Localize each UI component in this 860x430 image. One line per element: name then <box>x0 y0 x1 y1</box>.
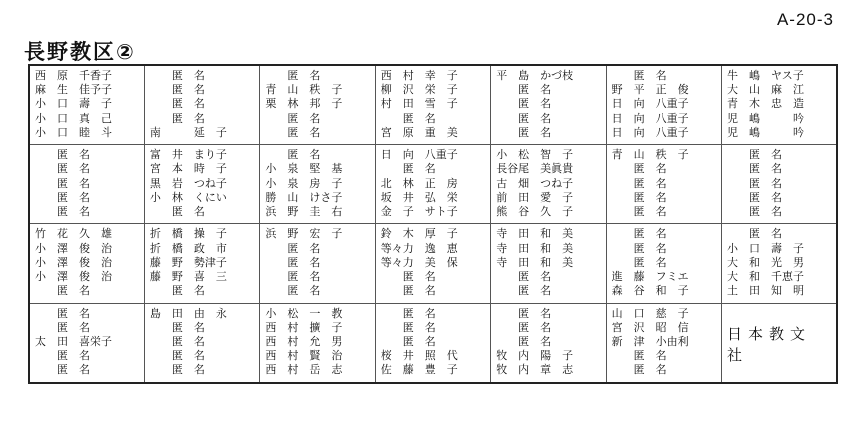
name-entry: 匿 名 <box>265 255 321 269</box>
name-entry: 小 澤 俊 治 <box>35 241 112 255</box>
name-entry: 長谷尾 美眞貴 <box>496 162 574 176</box>
name-entry: 匿 名 <box>35 284 90 298</box>
name-entry: 小 泉 堅 基 <box>265 162 343 176</box>
name-entry: 新 津 小由利 <box>611 335 689 349</box>
name-entry: 匿 名 <box>496 284 552 298</box>
name-cell <box>260 224 375 303</box>
name-entry: 進 藤 フミエ <box>611 270 689 284</box>
name-entry: 西 村 岳 志 <box>265 363 343 377</box>
grid-row <box>29 224 837 303</box>
name-entry: 匿 名 <box>496 83 552 97</box>
name-entry: 日 向 八重子 <box>611 125 689 139</box>
name-entry: 島 田 由 永 <box>149 306 227 320</box>
name-entry: 小 松 一 教 <box>265 306 343 320</box>
name-entry: 折 橋 政 市 <box>149 241 227 255</box>
name-entry: 古 畑 つね子 <box>496 176 574 190</box>
name-entry: 匿 名 <box>149 284 205 298</box>
name-entry: 匿 名 <box>496 306 552 320</box>
name-entry: 小 澤 俊 治 <box>35 255 112 269</box>
name-entry: 西 村 擴 子 <box>265 320 343 334</box>
name-entry: 麻 生 佳予子 <box>35 83 112 97</box>
name-entry: 匿 名 <box>727 227 783 241</box>
name-entry: 匿 名 <box>611 162 667 176</box>
name-entry: 竹 花 久 雄 <box>35 227 112 241</box>
name-entry: 寺 田 和 美 <box>496 227 574 241</box>
name-cell <box>144 145 259 224</box>
name-entry: 鈴 木 厚 子 <box>380 227 458 241</box>
name-entry: 小 松 智 子 <box>496 148 574 162</box>
name-cell <box>606 145 721 224</box>
name-cell <box>260 303 375 383</box>
name-entry: 児 嶋 吟 <box>727 125 805 139</box>
name-entry: 大 山 麻 江 <box>727 83 805 97</box>
name-cell <box>722 65 837 145</box>
name-entry: 匿 名 <box>496 335 552 349</box>
name-cell <box>722 224 837 303</box>
name-cell <box>144 303 259 383</box>
name-entry: 藤 野 喜 三 <box>149 270 227 284</box>
name-cell <box>722 145 837 224</box>
name-entry: 匿 名 <box>727 190 783 204</box>
name-cell <box>491 65 606 145</box>
name-entry: 土 田 知 明 <box>727 284 805 298</box>
name-cell <box>606 303 721 383</box>
name-entry: 匿 名 <box>265 69 321 82</box>
name-entry: 野 平 正 俊 <box>611 83 689 97</box>
name-entry: 黒 岩 つね子 <box>149 176 227 190</box>
name-entry: 匿 名 <box>149 363 205 377</box>
name-entry: 浜 野 宏 子 <box>265 227 343 241</box>
name-entry: 匿 名 <box>380 270 436 284</box>
name-entry: 匿 名 <box>727 176 783 190</box>
name-entry: 匿 名 <box>611 241 667 255</box>
name-entry: 匿 名 <box>149 349 205 363</box>
name-entry: 匿 名 <box>35 148 90 162</box>
name-entry: 匿 名 <box>265 284 321 298</box>
name-entry: 桜 井 照 代 <box>380 349 458 363</box>
name-entry: 児 嶋 吟 <box>727 111 805 125</box>
name-entry: 匿 名 <box>35 190 90 204</box>
name-entry: 匿 名 <box>380 306 436 320</box>
name-entry: 匿 名 <box>149 205 205 218</box>
name-entry: 匿 名 <box>149 320 205 334</box>
name-entry: 匿 名 <box>265 111 321 125</box>
name-entry: 匿 名 <box>380 335 436 349</box>
name-entry: 匿 名 <box>380 320 436 334</box>
name-entry: 西 村 允 男 <box>265 335 343 349</box>
name-entry: 匿 名 <box>727 148 783 162</box>
name-entry: 匿 名 <box>35 320 90 334</box>
name-entry: 平 島 かづ枝 <box>496 69 574 82</box>
name-entry: 宮 沢 昭 信 <box>611 320 689 334</box>
name-entry: 寺 田 和 美 <box>496 255 574 269</box>
name-cell <box>375 65 490 145</box>
name-entry: 小 口 壽 子 <box>727 241 805 255</box>
name-entry: 匿 名 <box>611 176 667 190</box>
name-entry: 匿 名 <box>496 125 552 139</box>
name-cell <box>375 303 490 383</box>
name-entry: 栗 林 邦 子 <box>265 97 343 111</box>
name-entry: 大 和 光 男 <box>727 255 805 269</box>
name-entry: 青 山 秩 子 <box>611 148 689 162</box>
document-code: A-20-3 <box>776 10 834 29</box>
name-entry: 等々力 逸 恵 <box>380 241 458 255</box>
name-entry: 青 木 忠 造 <box>727 97 805 111</box>
name-entry: 小 口 真 己 <box>35 111 112 125</box>
name-entry: 匿 名 <box>380 162 436 176</box>
name-entry: 匿 名 <box>496 320 552 334</box>
name-entry: 匿 名 <box>380 111 436 125</box>
name-entry: 小 口 壽 子 <box>35 97 112 111</box>
name-entry: 匿 名 <box>265 148 321 162</box>
name-entry: 日 向 八重子 <box>611 111 689 125</box>
name-entry: 日 向 八重子 <box>611 97 689 111</box>
name-entry: 牛 嶋 ヤス子 <box>727 69 804 82</box>
name-entry: 坂 井 弘 栄 <box>380 190 458 204</box>
name-entry: 柳 沢 栄 子 <box>380 83 458 97</box>
name-entry: 藤 野 勢津子 <box>149 255 227 269</box>
name-entry: 匿 名 <box>611 69 667 82</box>
grid-row <box>29 65 837 145</box>
name-cell <box>491 224 606 303</box>
name-entry: 匿 名 <box>727 205 783 218</box>
name-cell <box>375 145 490 224</box>
name-entry: 青 山 秩 子 <box>265 83 343 97</box>
name-entry: 大 和 千恵子 <box>727 270 805 284</box>
name-cell <box>29 65 144 145</box>
name-entry: 金 子 サト子 <box>380 205 458 218</box>
name-entry: 前 田 愛 子 <box>496 190 574 204</box>
name-cell <box>606 224 721 303</box>
name-entry: 匿 名 <box>611 227 667 241</box>
name-cell <box>722 303 837 383</box>
name-entry: 匿 名 <box>727 162 783 176</box>
name-entry: 匿 名 <box>35 205 90 218</box>
name-entry: 匿 名 <box>496 97 552 111</box>
name-entry: 匿 名 <box>265 125 321 139</box>
name-cell <box>144 65 259 145</box>
name-cell <box>491 145 606 224</box>
name-entry: 佐 藤 豊 子 <box>380 363 458 377</box>
name-entry: 西 村 幸 子 <box>380 69 458 82</box>
name-entry: 勝 山 けさ子 <box>265 190 343 204</box>
name-entry: 宮 本 時 子 <box>149 162 227 176</box>
name-entry: 匿 名 <box>149 97 205 111</box>
name-entry: 太 田 喜栄子 <box>35 335 112 349</box>
name-entry: 匿 名 <box>149 69 205 82</box>
grid-row <box>29 145 837 224</box>
name-entry: 等々力 美 保 <box>380 255 458 269</box>
name-entry: 匿 名 <box>611 255 667 269</box>
name-entry: 小 澤 俊 治 <box>35 270 112 284</box>
name-entry: 匿 名 <box>611 205 667 218</box>
name-entry: 匿 名 <box>35 363 90 377</box>
name-entry: 匿 名 <box>611 349 667 363</box>
name-entry: 匿 名 <box>35 306 90 320</box>
name-entry: 日 向 八重子 <box>380 148 458 162</box>
name-cell <box>260 145 375 224</box>
name-entry: 匿 名 <box>149 83 205 97</box>
name-cell <box>606 65 721 145</box>
name-entry: 匿 名 <box>496 111 552 125</box>
name-entry: 折 橋 操 子 <box>149 227 227 241</box>
name-entry: 匿 名 <box>35 176 90 190</box>
name-entry: 匿 名 <box>265 241 321 255</box>
name-entry: 小 泉 房 子 <box>265 176 343 190</box>
name-cell <box>29 303 144 383</box>
name-entry: 北 林 正 房 <box>380 176 458 190</box>
name-entry: 匿 名 <box>380 284 436 298</box>
name-cell <box>144 224 259 303</box>
name-entry: 南 延 子 <box>149 125 227 139</box>
name-entry: 村 田 雪 子 <box>380 97 458 111</box>
page-title: 長野教区② <box>24 40 136 64</box>
grid-row <box>29 303 837 383</box>
name-entry: 匿 名 <box>35 349 90 363</box>
name-entry: 牧 内 章 志 <box>496 363 574 377</box>
name-entry: 宮 原 重 美 <box>380 125 458 139</box>
name-cell <box>29 224 144 303</box>
donor-grid <box>28 64 838 384</box>
name-entry: 浜 野 圭 右 <box>265 205 343 218</box>
name-entry: 熊 谷 久 子 <box>496 205 574 218</box>
name-cell <box>491 303 606 383</box>
name-entry: 山 口 慈 子 <box>611 306 689 320</box>
name-cell <box>260 65 375 145</box>
name-entry: 富 井 まり子 <box>149 148 227 162</box>
name-entry: 西 村 賢 治 <box>265 349 343 363</box>
name-entry: 匿 名 <box>149 111 205 125</box>
name-entry: 寺 田 和 美 <box>496 241 574 255</box>
name-entry: 匿 名 <box>611 190 667 204</box>
name-entry: 匿 名 <box>496 270 552 284</box>
name-entry: 匿 名 <box>265 270 321 284</box>
name-entry: 匿 名 <box>35 162 90 176</box>
name-entry: 小 口 睦 斗 <box>35 125 112 139</box>
name-cell <box>375 224 490 303</box>
name-entry: 西 原 千香子 <box>35 69 112 82</box>
name-entry: 森 谷 和 子 <box>611 284 689 298</box>
name-entry: 小 林 くにい <box>149 190 227 204</box>
name-cell <box>29 145 144 224</box>
publisher-name: 日本教文社 <box>727 325 812 365</box>
name-entry: 牧 内 陽 子 <box>496 349 574 363</box>
name-entry: 匿 名 <box>611 363 667 377</box>
name-entry: 匿 名 <box>149 335 205 349</box>
